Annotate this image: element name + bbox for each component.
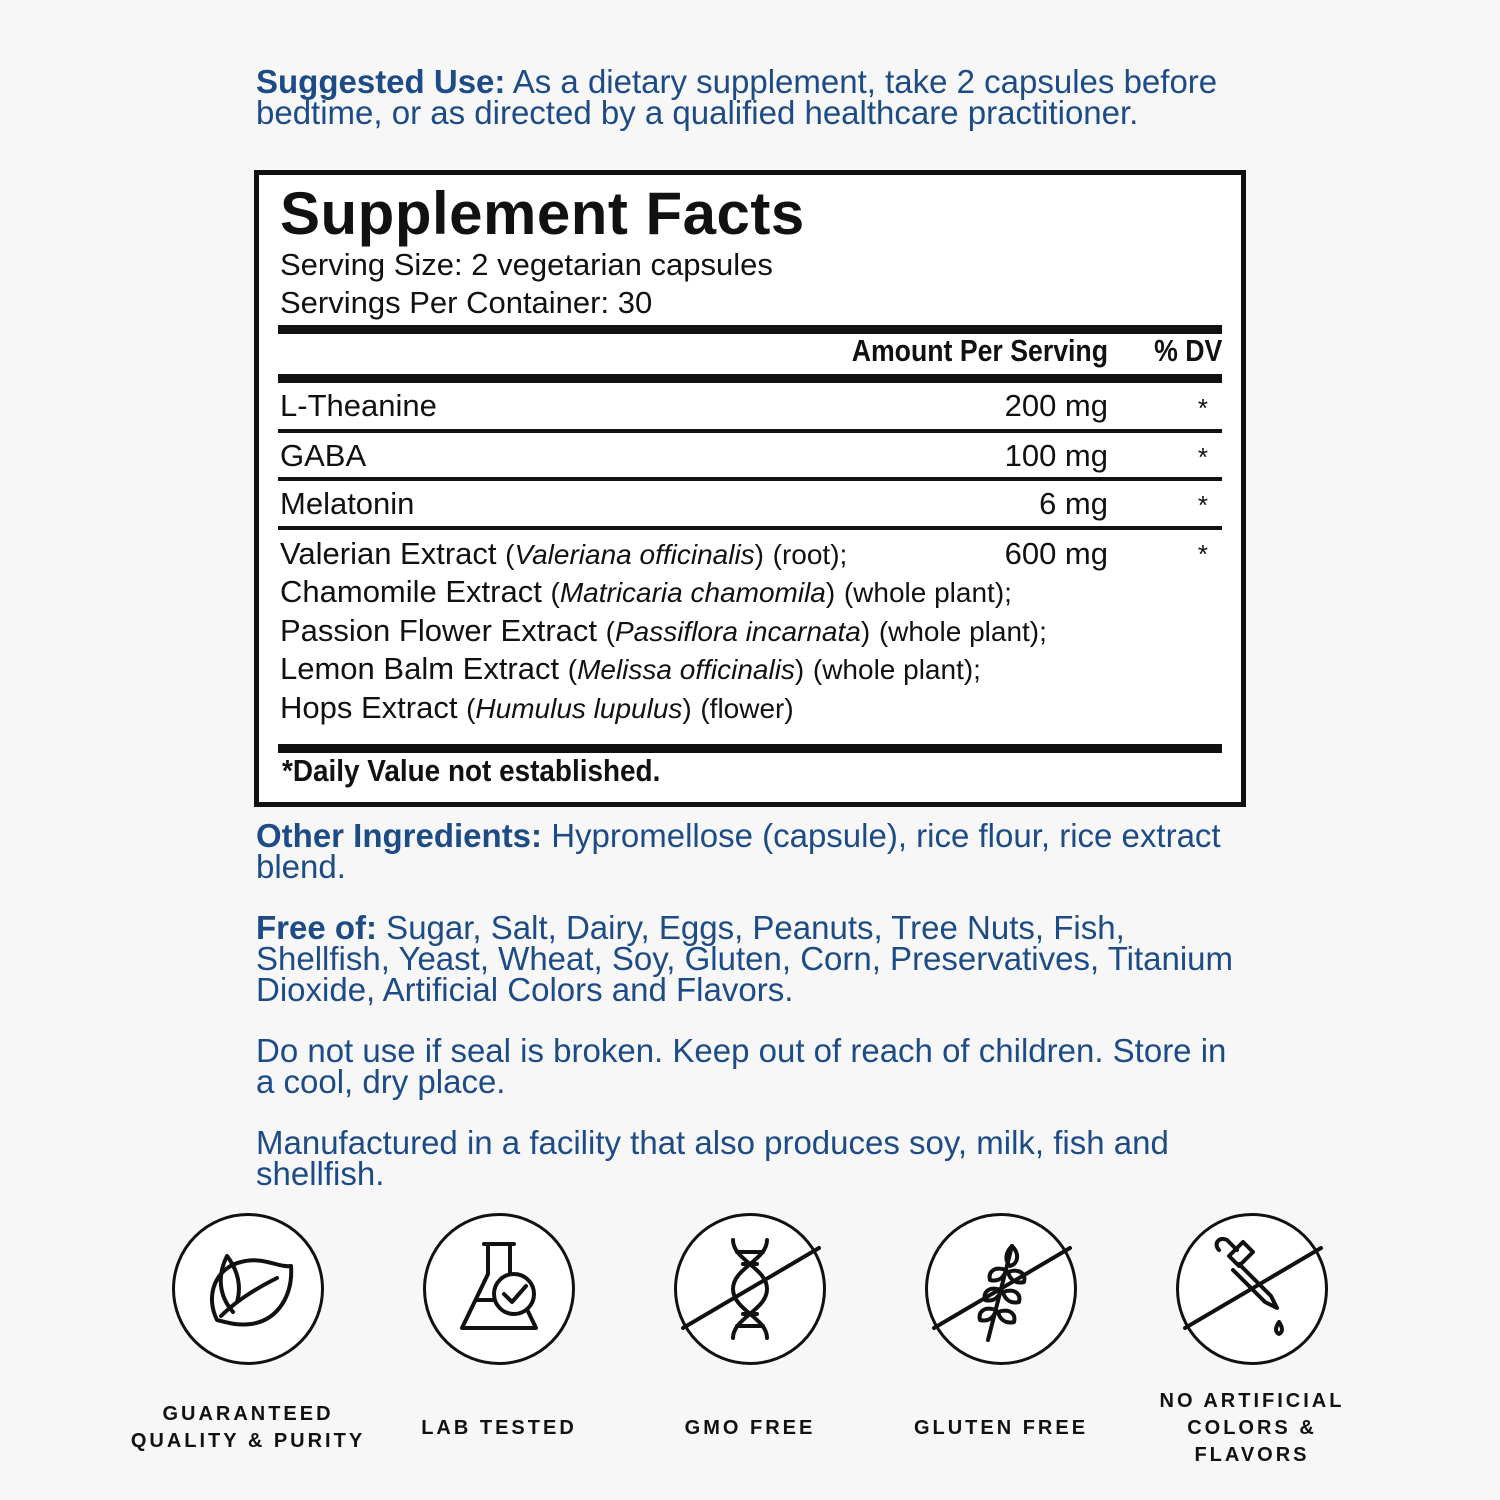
ingredient-dv: * (1197, 490, 1208, 520)
free-of (256, 909, 1246, 1008)
ingredient-name: Melatonin (280, 486, 415, 521)
blend-part: (whole plant); (843, 577, 1012, 608)
row-divider (278, 526, 1222, 530)
blend-part: (root); (772, 539, 848, 570)
suggested-use (256, 63, 1246, 131)
badge-label-line1: GUARANTEED (162, 1403, 334, 1425)
supplement-facts-panel (254, 170, 1246, 807)
free-of-label: Free of: (256, 909, 378, 946)
blend-name: Lemon Balm Extract (280, 651, 560, 686)
blend-amount: 600 mg (1004, 536, 1108, 571)
blend-part: (whole plant); (878, 616, 1047, 647)
blend-name: Valerian Extract (280, 536, 497, 571)
free-of-text: Sugar, Salt, Dairy, Eggs, Peanuts, Tree Nuts, Fish, Shellfish, Yeast, Wheat, Soy, Gluten, Corn, Preservatives, Titanium Dioxide, Artificial Colors and Flavors. (256, 909, 1234, 1008)
suggested-use-text: As a dietary supplement, take 2 capsules before bedtime, or as directed by a qualified healthcare practitioner. (256, 63, 1218, 131)
badge-gluten-free (876, 1213, 1126, 1439)
blend-part: (whole plant); (812, 654, 981, 685)
badge-label-line2: COLORS & FLAVORS (1187, 1416, 1317, 1466)
badge-label-line1: NO ARTIFICIAL (1159, 1389, 1345, 1412)
blend-name: Passion Flower Extract (280, 613, 597, 648)
ingredient-name: GABA (280, 438, 367, 473)
other-ingredients-text: Hypromellose (capsule), rice flour, rice extract blend. (256, 817, 1221, 885)
ingredient-amount: 100 mg (1004, 438, 1108, 473)
ingredient-dv: * (1197, 442, 1208, 472)
dropper-crossed-icon (1179, 1216, 1325, 1362)
badge-gmo-free (625, 1213, 875, 1439)
blend-line: Passion Flower Extract (Passiflora incarnata) (whole plant); (280, 613, 1047, 648)
thick-divider (278, 744, 1222, 753)
badge-no-artificial (1127, 1213, 1377, 1466)
ingredient-amount: 200 mg (1004, 388, 1108, 423)
blend-latin: Melissa officinalis (577, 654, 795, 685)
blend-latin: Matricaria chamomila (559, 577, 826, 608)
badge-label-line1: GMO FREE (684, 1416, 816, 1439)
other-ingredients (256, 817, 1246, 885)
other-ingredients-label: Other Ingredients: (256, 817, 543, 854)
dna-crossed-icon (677, 1216, 823, 1362)
supplement-facts-title: Supplement Facts (280, 180, 805, 247)
header-amount-per-serving: Amount Per Serving (851, 333, 1108, 368)
ingredient-name: L-Theanine (280, 388, 437, 423)
ingredient-dv: * (1197, 393, 1208, 423)
blend-line: Chamomile Extract (Matricaria chamomila) (whole plant); (280, 574, 1012, 609)
blend-line: Lemon Balm Extract (Melissa officinalis) (whole plant); (280, 651, 981, 686)
badge-label-line2: QUALITY & PURITY (130, 1430, 366, 1452)
wheat-crossed-icon (928, 1216, 1074, 1362)
badge-quality (123, 1213, 373, 1452)
blend-name: Hops Extract (280, 690, 458, 725)
blend-line: Hops Extract (Humulus lupulus) (flower) (280, 690, 794, 725)
blend-name: Chamomile Extract (280, 574, 542, 609)
warning-text: Do not use if seal is broken. Keep out of reach of children. Store in a cool, dry place. (256, 1032, 1227, 1100)
facility-text: Manufactured in a facility that also produces soy, milk, fish and shellfish. (256, 1124, 1169, 1192)
servings-per-container: Servings Per Container: 30 (280, 285, 653, 320)
blend-part: (flower) (700, 693, 794, 724)
badge-lab-tested (374, 1213, 624, 1439)
daily-value-footnote: *Daily Value not established. (282, 753, 661, 788)
row-divider (278, 477, 1222, 481)
leaf-icon (175, 1216, 321, 1362)
row-divider (278, 429, 1222, 433)
blend-latin: Valeriana officinalis (514, 539, 755, 570)
blend-line: Valerian Extract (Valeriana officinalis) (root); (280, 536, 848, 571)
blend-dv: * (1197, 539, 1208, 569)
badge-label-line1: GLUTEN FREE (913, 1416, 1089, 1439)
badge-label-line1: LAB TESTED (421, 1416, 577, 1439)
blend-latin: Humulus lupulus (475, 693, 683, 724)
suggested-use-label: Suggested Use: (256, 63, 506, 100)
serving-size: Serving Size: 2 vegetarian capsules (280, 247, 773, 282)
blend-latin: Passiflora incarnata (614, 616, 861, 647)
flask-check-icon (426, 1216, 572, 1362)
ingredient-amount: 6 mg (1039, 486, 1108, 521)
thick-divider (278, 374, 1222, 383)
header-dv: % DV (1153, 333, 1222, 368)
